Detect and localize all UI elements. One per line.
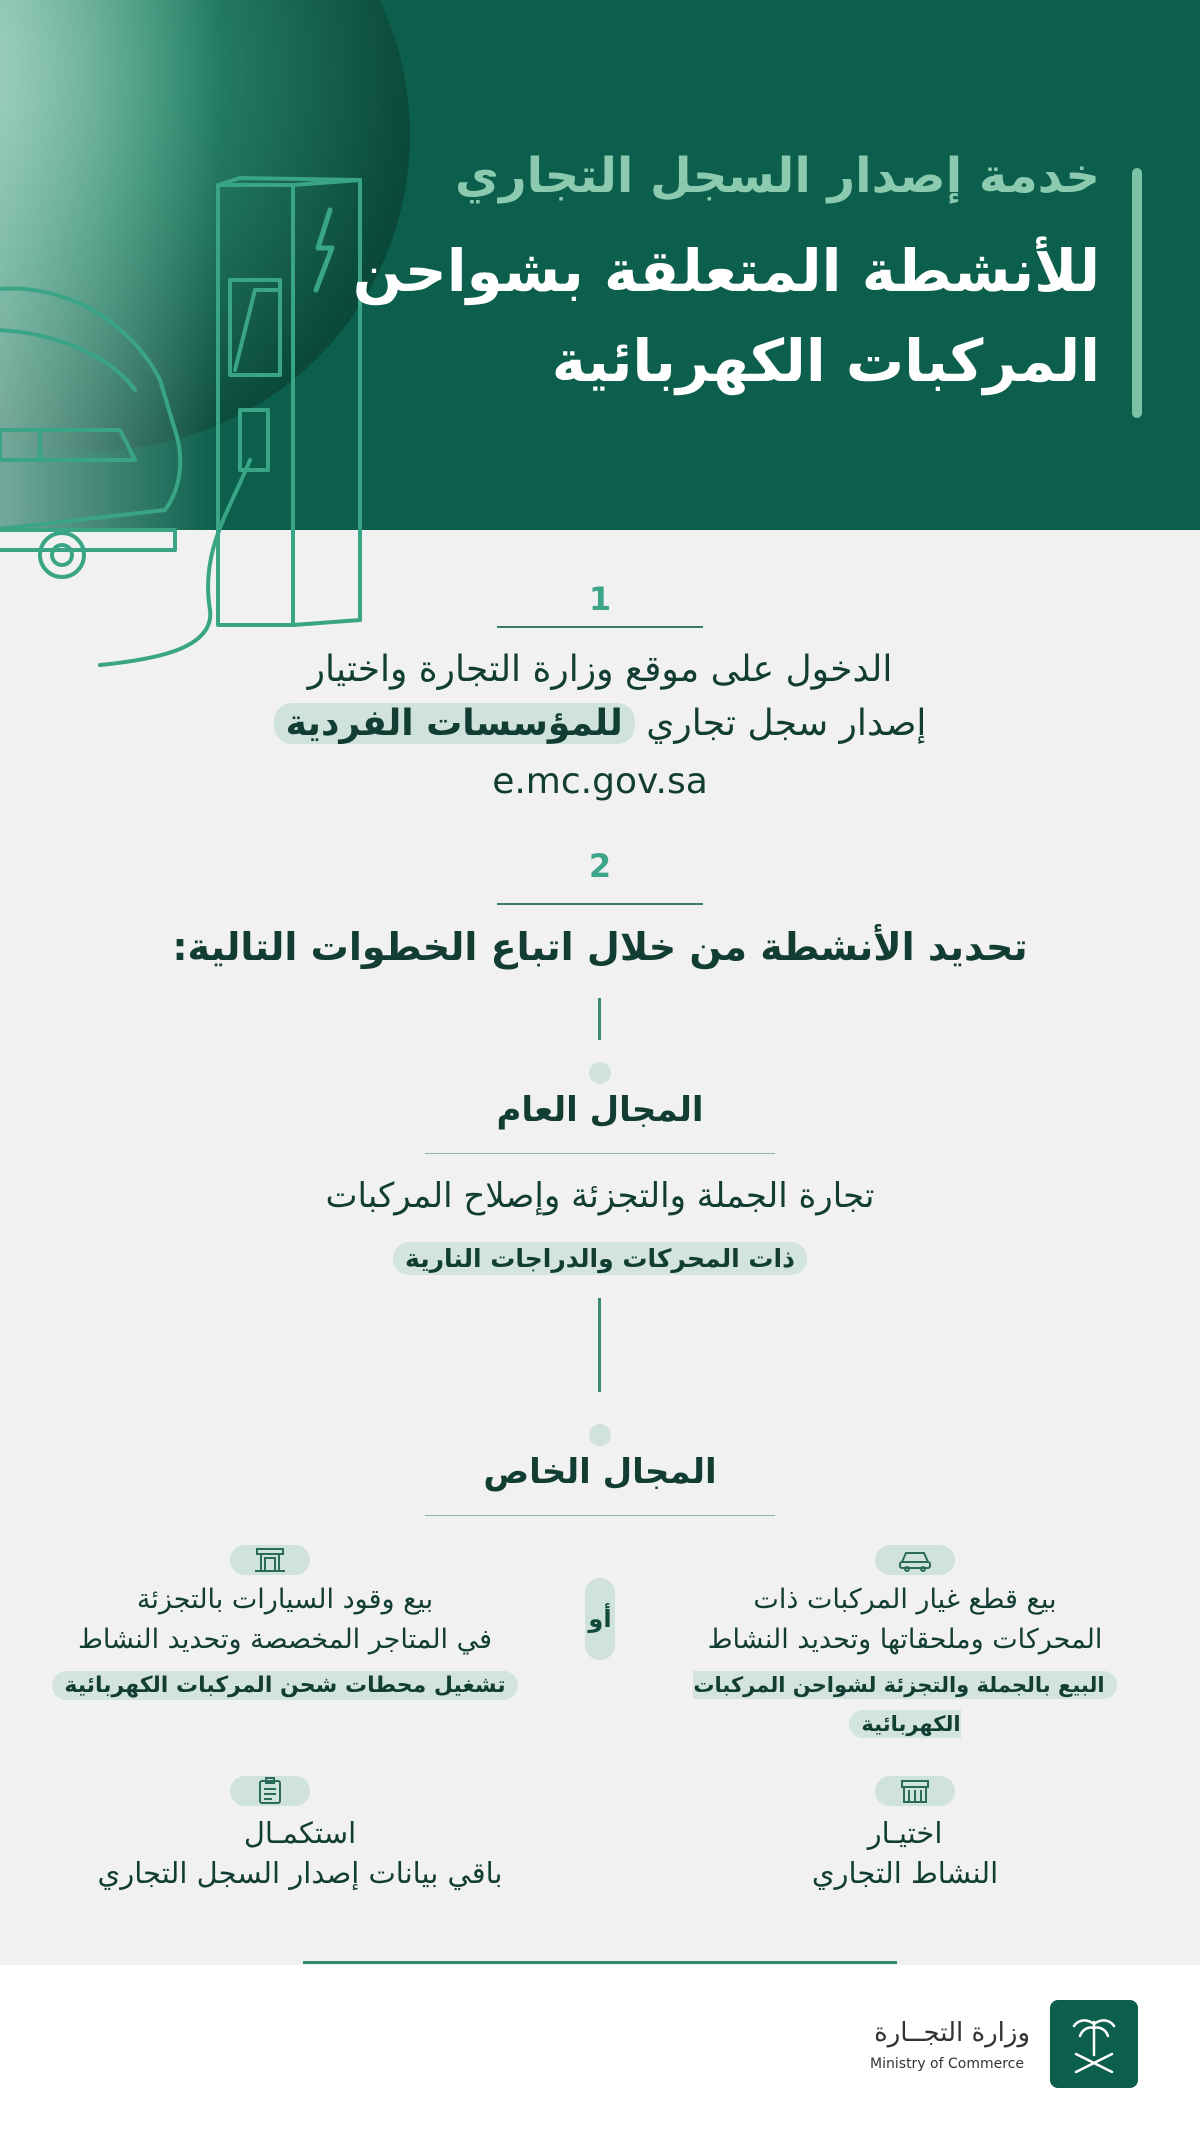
step-1-url[interactable]: e.mc.gov.sa xyxy=(492,761,708,802)
left-option-line-2: في المتاجر المخصصة وتحديد النشاط xyxy=(77,1624,493,1655)
general-field-divider xyxy=(425,1153,775,1154)
left-option-highlight: تشغيل محطات شحن المركبات الكهربائية xyxy=(52,1671,517,1700)
step-1-line-2 xyxy=(0,700,1200,749)
special-field-divider xyxy=(425,1515,775,1516)
step-2-number: 2 xyxy=(588,847,612,885)
ministry-name-english: Ministry of Commerce xyxy=(870,2056,1024,2072)
final-left-line-2: باقي بيانات إصدار السجل التجاري xyxy=(97,1856,503,1890)
right-option-highlight-row xyxy=(640,1664,1170,1742)
step-2-heading: تحديد الأنشطة من خلال اتباع الخطوات التالية: xyxy=(172,925,1028,969)
right-option-line-1: بيع قطع غيار المركبات ذات xyxy=(753,1584,1057,1615)
step-1-number: 1 xyxy=(588,580,612,618)
ministry-name-arabic: وزارة التجــارة xyxy=(874,2018,1030,2048)
general-field-highlight: ذات المحركات والدراجات النارية xyxy=(393,1242,807,1275)
or-label: أو xyxy=(585,1578,615,1660)
title-line-3: المركبات الكهربائية xyxy=(551,327,1100,395)
left-option-highlight-row xyxy=(20,1664,550,1703)
store-icon xyxy=(875,1776,955,1806)
car-icon xyxy=(875,1545,955,1575)
special-field-title: المجال الخاص xyxy=(483,1452,717,1492)
step-1-line-2-prefix: إصدار سجل تجاري xyxy=(634,703,927,744)
fuel-station-icon xyxy=(230,1545,310,1575)
general-field-line-1: تجارة الجملة والتجزئة وإصلاح المركبات xyxy=(325,1176,875,1216)
step-1-divider xyxy=(497,626,703,628)
final-right-line-1: اختيـار xyxy=(867,1816,943,1850)
step-2-divider xyxy=(497,903,703,905)
step-1-line-1: الدخول على موقع وزارة التجارة واختيار xyxy=(307,649,893,690)
title-line-1: خدمة إصدار السجل التجاري xyxy=(455,148,1100,204)
final-left-line-1: استكمـال xyxy=(243,1816,357,1850)
step-1-highlight: للمؤسسات الفردية xyxy=(274,703,635,744)
title-line-2: للأنشطة المتعلقة بشواحن xyxy=(352,237,1100,305)
connector-line-1 xyxy=(598,998,601,1040)
title-accent-bar xyxy=(1132,168,1142,418)
footer-divider xyxy=(303,1961,897,1964)
right-option-highlight: البيع بالجملة والتجزئة لشواحن المركبات الكهربائية xyxy=(693,1671,1116,1738)
general-field-title: المجال العام xyxy=(496,1090,704,1130)
final-right-line-2: النشاط التجاري xyxy=(811,1856,999,1890)
right-option-line-2: المحركات وملحقاتها وتحديد النشاط xyxy=(707,1624,1103,1655)
connector-line-2 xyxy=(598,1298,601,1392)
left-option-line-1: بيع وقود السيارات بالتجزئة xyxy=(136,1584,434,1615)
general-field-highlight-row xyxy=(0,1232,1200,1281)
clipboard-icon xyxy=(230,1776,310,1806)
connector-dot-2 xyxy=(589,1424,611,1446)
footer xyxy=(0,1965,1200,2133)
connector-dot-1 xyxy=(589,1062,611,1084)
saudi-emblem-logo xyxy=(1050,2000,1138,2088)
